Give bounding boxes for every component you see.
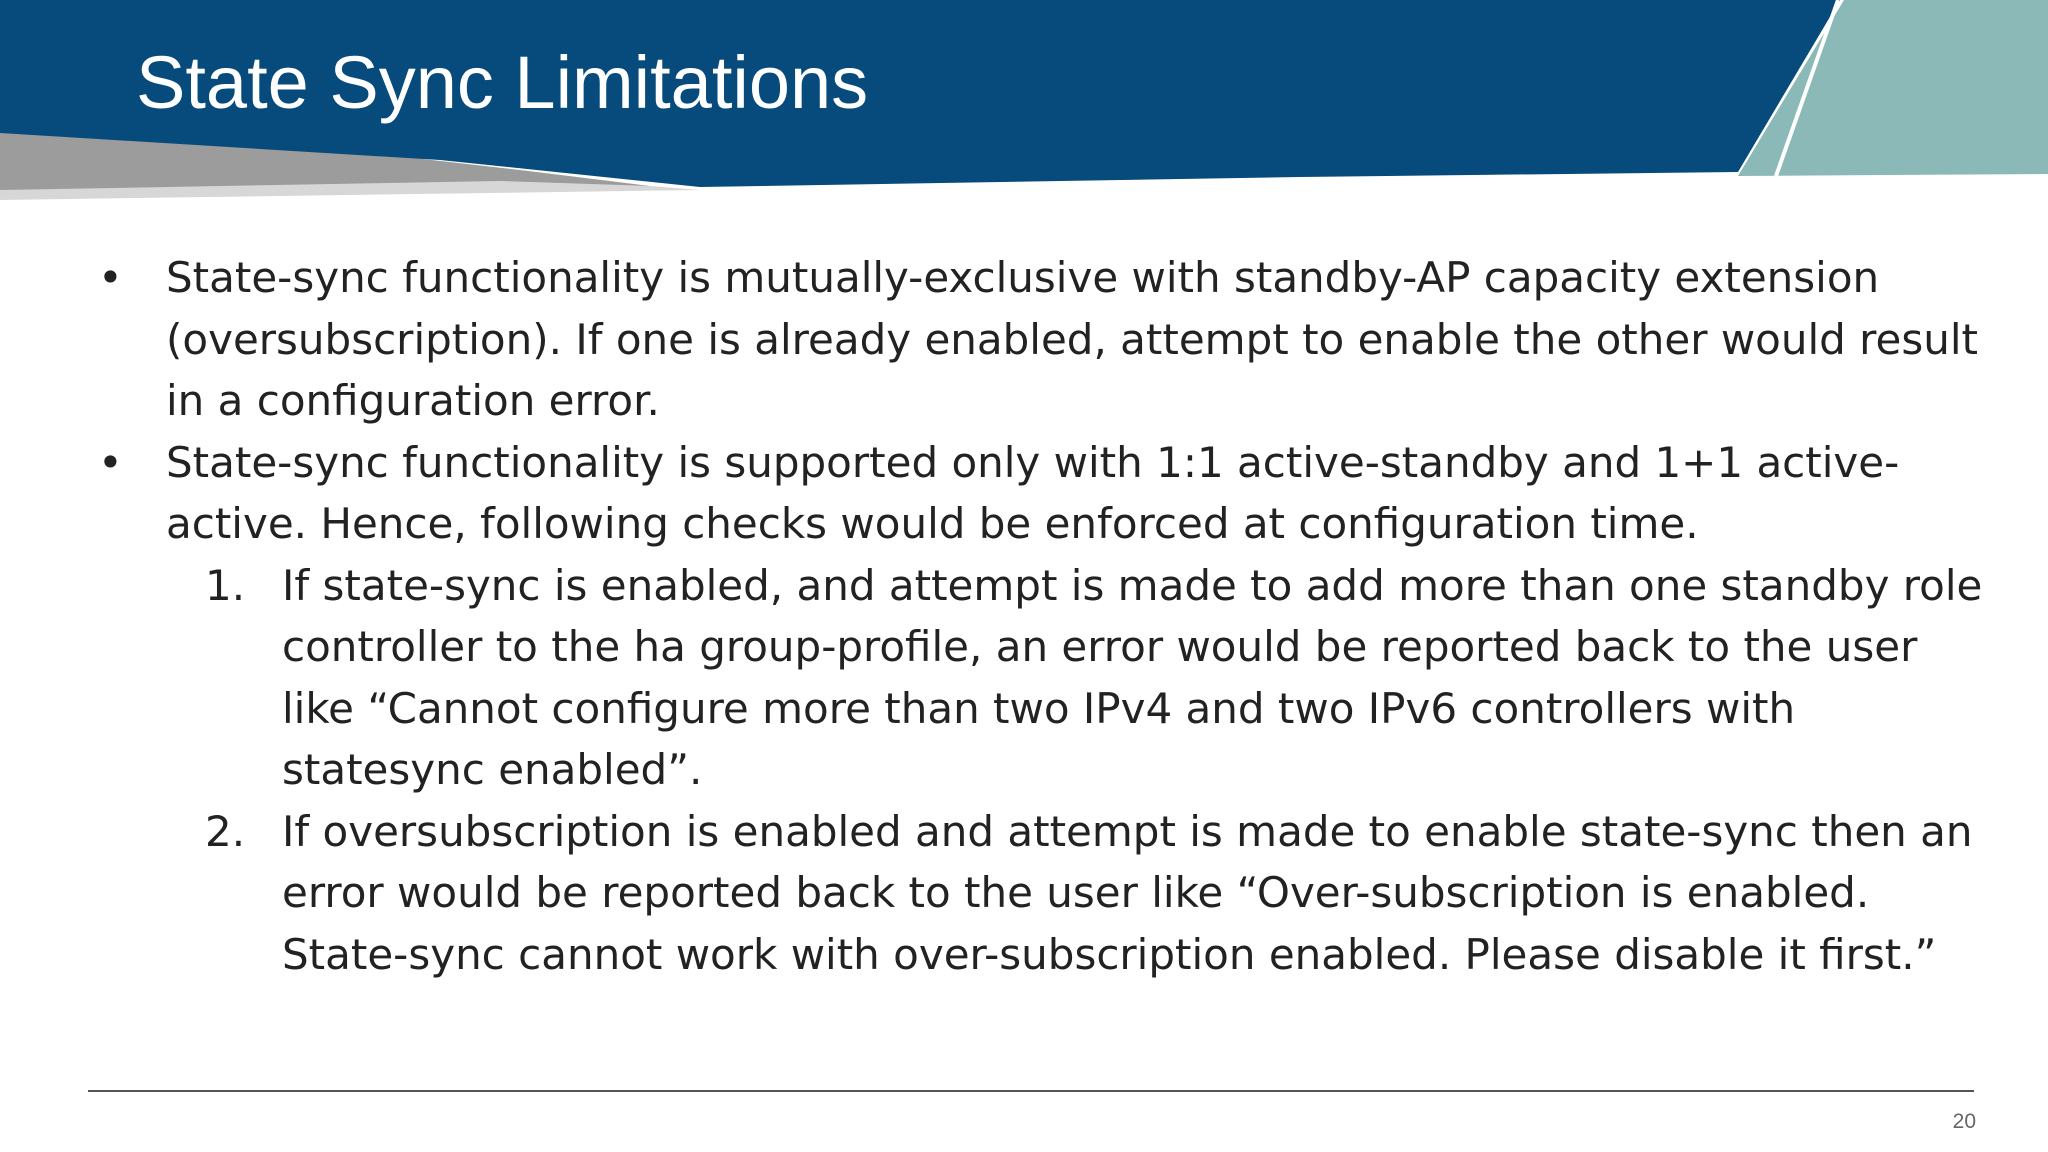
bullet-marker: • bbox=[98, 253, 123, 302]
item-number: 2. bbox=[205, 806, 246, 856]
page-number: 20 bbox=[1952, 1110, 1976, 1133]
bullet-item bbox=[98, 247, 1998, 432]
bullet-marker: • bbox=[98, 437, 123, 487]
numbered-item bbox=[98, 801, 1998, 986]
slide-title: State Sync Limitations bbox=[136, 41, 869, 124]
numbered-list bbox=[98, 555, 1998, 986]
bullet-text: State-sync functionality is mutually-exclusive with standby-AP capacity extension (oversubscription). If one is already enabled, attempt to enable the other would result in a configuration error. bbox=[166, 253, 1978, 425]
bullet-item bbox=[98, 432, 1998, 555]
numbered-item-text: If state-sync is enabled, and attempt is made to add more than one standby role controller to the ha group-profile, an error would be reported back to the user like “Cannot configure more than two IPv4 and two IPv6 controllers with statesync enabled”. bbox=[282, 560, 1983, 794]
footer-divider bbox=[88, 1090, 1974, 1092]
item-number: 1. bbox=[205, 560, 246, 610]
slide-content bbox=[98, 247, 1998, 985]
numbered-item bbox=[98, 555, 1998, 801]
bullet-text: State-sync functionality is supported only with 1:1 active-standby and 1+1 active-active. Hence, following checks would be enforced at configuration time. bbox=[166, 437, 1900, 548]
numbered-item-text: If oversubscription is enabled and attempt is made to enable state-sync then an error would be reported back to the user like “Over-subscription is enabled. State-sync cannot work with over-subscription enabled. Please disable it first.” bbox=[282, 806, 1973, 979]
